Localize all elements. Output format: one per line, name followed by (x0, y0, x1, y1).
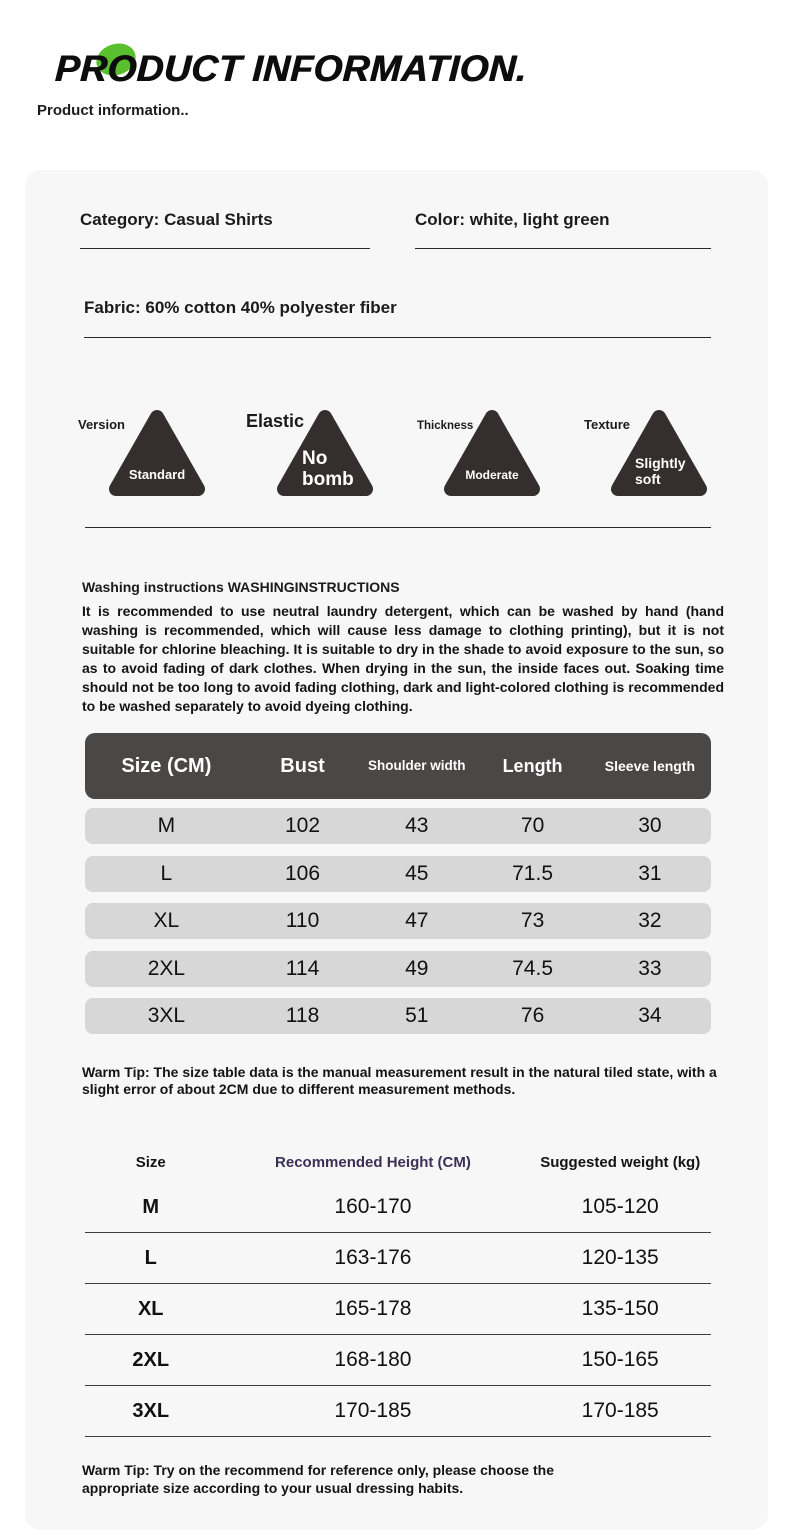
attr-triangle-texture (609, 408, 709, 498)
table-row (85, 1284, 711, 1335)
table-cell: M (157, 814, 176, 837)
table-cell: 33 (638, 956, 662, 980)
size-table-header-cell: Bust (280, 754, 325, 777)
table-cell: 43 (405, 814, 429, 837)
table-cell: 2XL (147, 956, 186, 980)
attr-value-texture: Slightly soft (635, 455, 686, 487)
table-row (85, 1182, 711, 1233)
color-underline (415, 248, 711, 249)
table-cell: 45 (405, 861, 429, 885)
spec-fabric: Fabric: 60% cotton 40% polyester fiber (84, 298, 397, 317)
attr-label-texture: Texture (584, 417, 630, 432)
attr-triangle-version (107, 408, 207, 498)
table-cell: 30 (638, 814, 662, 837)
fit-table-header-cell: Suggested weight (kg) (540, 1153, 701, 1171)
table-cell: M (142, 1195, 160, 1218)
table-row (85, 998, 711, 1034)
page-subtitle: Product information.. (37, 102, 189, 119)
table-row (85, 808, 711, 844)
table-cell: 170-185 (334, 1399, 412, 1422)
triangle-icon (107, 408, 207, 498)
table-cell: 102 (285, 814, 321, 837)
table-cell: 2XL (132, 1348, 170, 1371)
table-cell: L (144, 1246, 157, 1269)
table-cell: 120-135 (581, 1246, 659, 1269)
attr-label-thickness: Thickness (417, 420, 474, 432)
table-cell: 160-170 (334, 1195, 412, 1218)
table-cell: 105-120 (581, 1195, 659, 1218)
attr-triangle-elastic (275, 408, 375, 498)
fabric-underline (84, 337, 711, 338)
fit-table-header-cell: Size (135, 1153, 166, 1171)
page-title: PRODUCT INFORMATION. (53, 48, 528, 89)
table-cell: 76 (520, 1004, 545, 1027)
category-underline (80, 248, 370, 249)
table-row (85, 1335, 711, 1386)
table-cell: 165-178 (334, 1297, 412, 1320)
table-cell: 70 (520, 814, 545, 837)
table-cell: 170-185 (581, 1399, 659, 1422)
table-cell: 106 (285, 861, 321, 885)
table-cell: L (160, 861, 173, 885)
fit-table (85, 1148, 711, 1437)
attr-label-version: Version (78, 417, 125, 432)
table-row (85, 1386, 711, 1437)
warm-tip-fit-table: Warm Tip: Try on the recommend for reference only, please choose the appropriate size according to your usual dressing habits. (82, 1462, 554, 1496)
size-table-header (85, 733, 711, 799)
table-cell: 150-165 (581, 1348, 659, 1371)
attr-label-elastic: Elastic (246, 411, 305, 431)
table-row (85, 1233, 711, 1284)
table-cell: 135-150 (581, 1297, 659, 1320)
table-cell: 110 (285, 909, 320, 932)
table-cell: XL (137, 1297, 164, 1320)
table-cell: 34 (638, 1004, 662, 1027)
table-cell: 163-176 (334, 1246, 412, 1269)
table-cell: 3XL (132, 1399, 170, 1422)
size-table (85, 733, 711, 1034)
size-table-header-cell: Shoulder width (368, 757, 466, 773)
size-table-rows (85, 808, 711, 1034)
attr-value-thickness: Moderate (465, 468, 519, 482)
page-header (0, 0, 790, 170)
attr-value-version: Standard (128, 467, 186, 482)
table-cell: 51 (405, 1004, 429, 1027)
table-cell: 168-180 (334, 1348, 412, 1371)
table-cell: 74.5 (512, 956, 553, 980)
attr-triangle-thickness (442, 408, 542, 498)
table-cell: 73 (520, 909, 545, 932)
fit-table-header-cell: Recommended Height (CM) (275, 1153, 471, 1171)
attributes-underline (85, 527, 711, 528)
washing-instructions-title: Washing instructions WASHINGINSTRUCTIONS (82, 579, 400, 595)
fit-table-header (85, 1148, 711, 1176)
size-table-header-cell: Size (CM) (121, 754, 212, 777)
fit-table-rows (85, 1182, 711, 1437)
table-cell: XL (153, 909, 180, 932)
table-cell: 3XL (147, 1004, 186, 1027)
table-cell: 118 (285, 1004, 320, 1027)
product-info-card (25, 170, 768, 1530)
table-row (85, 951, 711, 987)
table-row (85, 903, 711, 939)
table-cell: 49 (405, 956, 429, 980)
table-cell: 31 (638, 861, 662, 885)
table-cell: 47 (405, 909, 429, 932)
table-cell: 114 (285, 956, 320, 980)
spec-category: Category: Casual Shirts (80, 210, 273, 229)
table-cell: 32 (638, 909, 662, 932)
size-table-header-cell: Sleeve length (604, 757, 696, 774)
spec-color: Color: white, light green (415, 210, 610, 229)
size-table-header-cell: Length (502, 755, 563, 776)
warm-tip-size-table: Warm Tip: The size table data is the manual measurement result in the natural tiled state, with a slight error of about 2CM due to different measurement methods. (82, 1064, 717, 1097)
triangle-icon (442, 408, 542, 498)
table-row (85, 856, 711, 892)
table-cell: 71.5 (512, 861, 553, 885)
washing-instructions-body: It is recommended to use neutral laundry detergent, which can be washed by hand (hand washing is recommended, which will cause less damage to clothing printing), but it is not suitable for chlorine bleaching. It is suitable to dry in the shade to avoid exposure to the sun, so as to avoid fading of dark clothes. When drying in the sun, the inside faces out. Soaking time should not be too long to avoid fading clothing, dark and light-colored clothing is recommended to be washed separately to avoid dyeing clothing. (82, 603, 724, 714)
attr-value-elastic: No bomb (302, 448, 354, 490)
